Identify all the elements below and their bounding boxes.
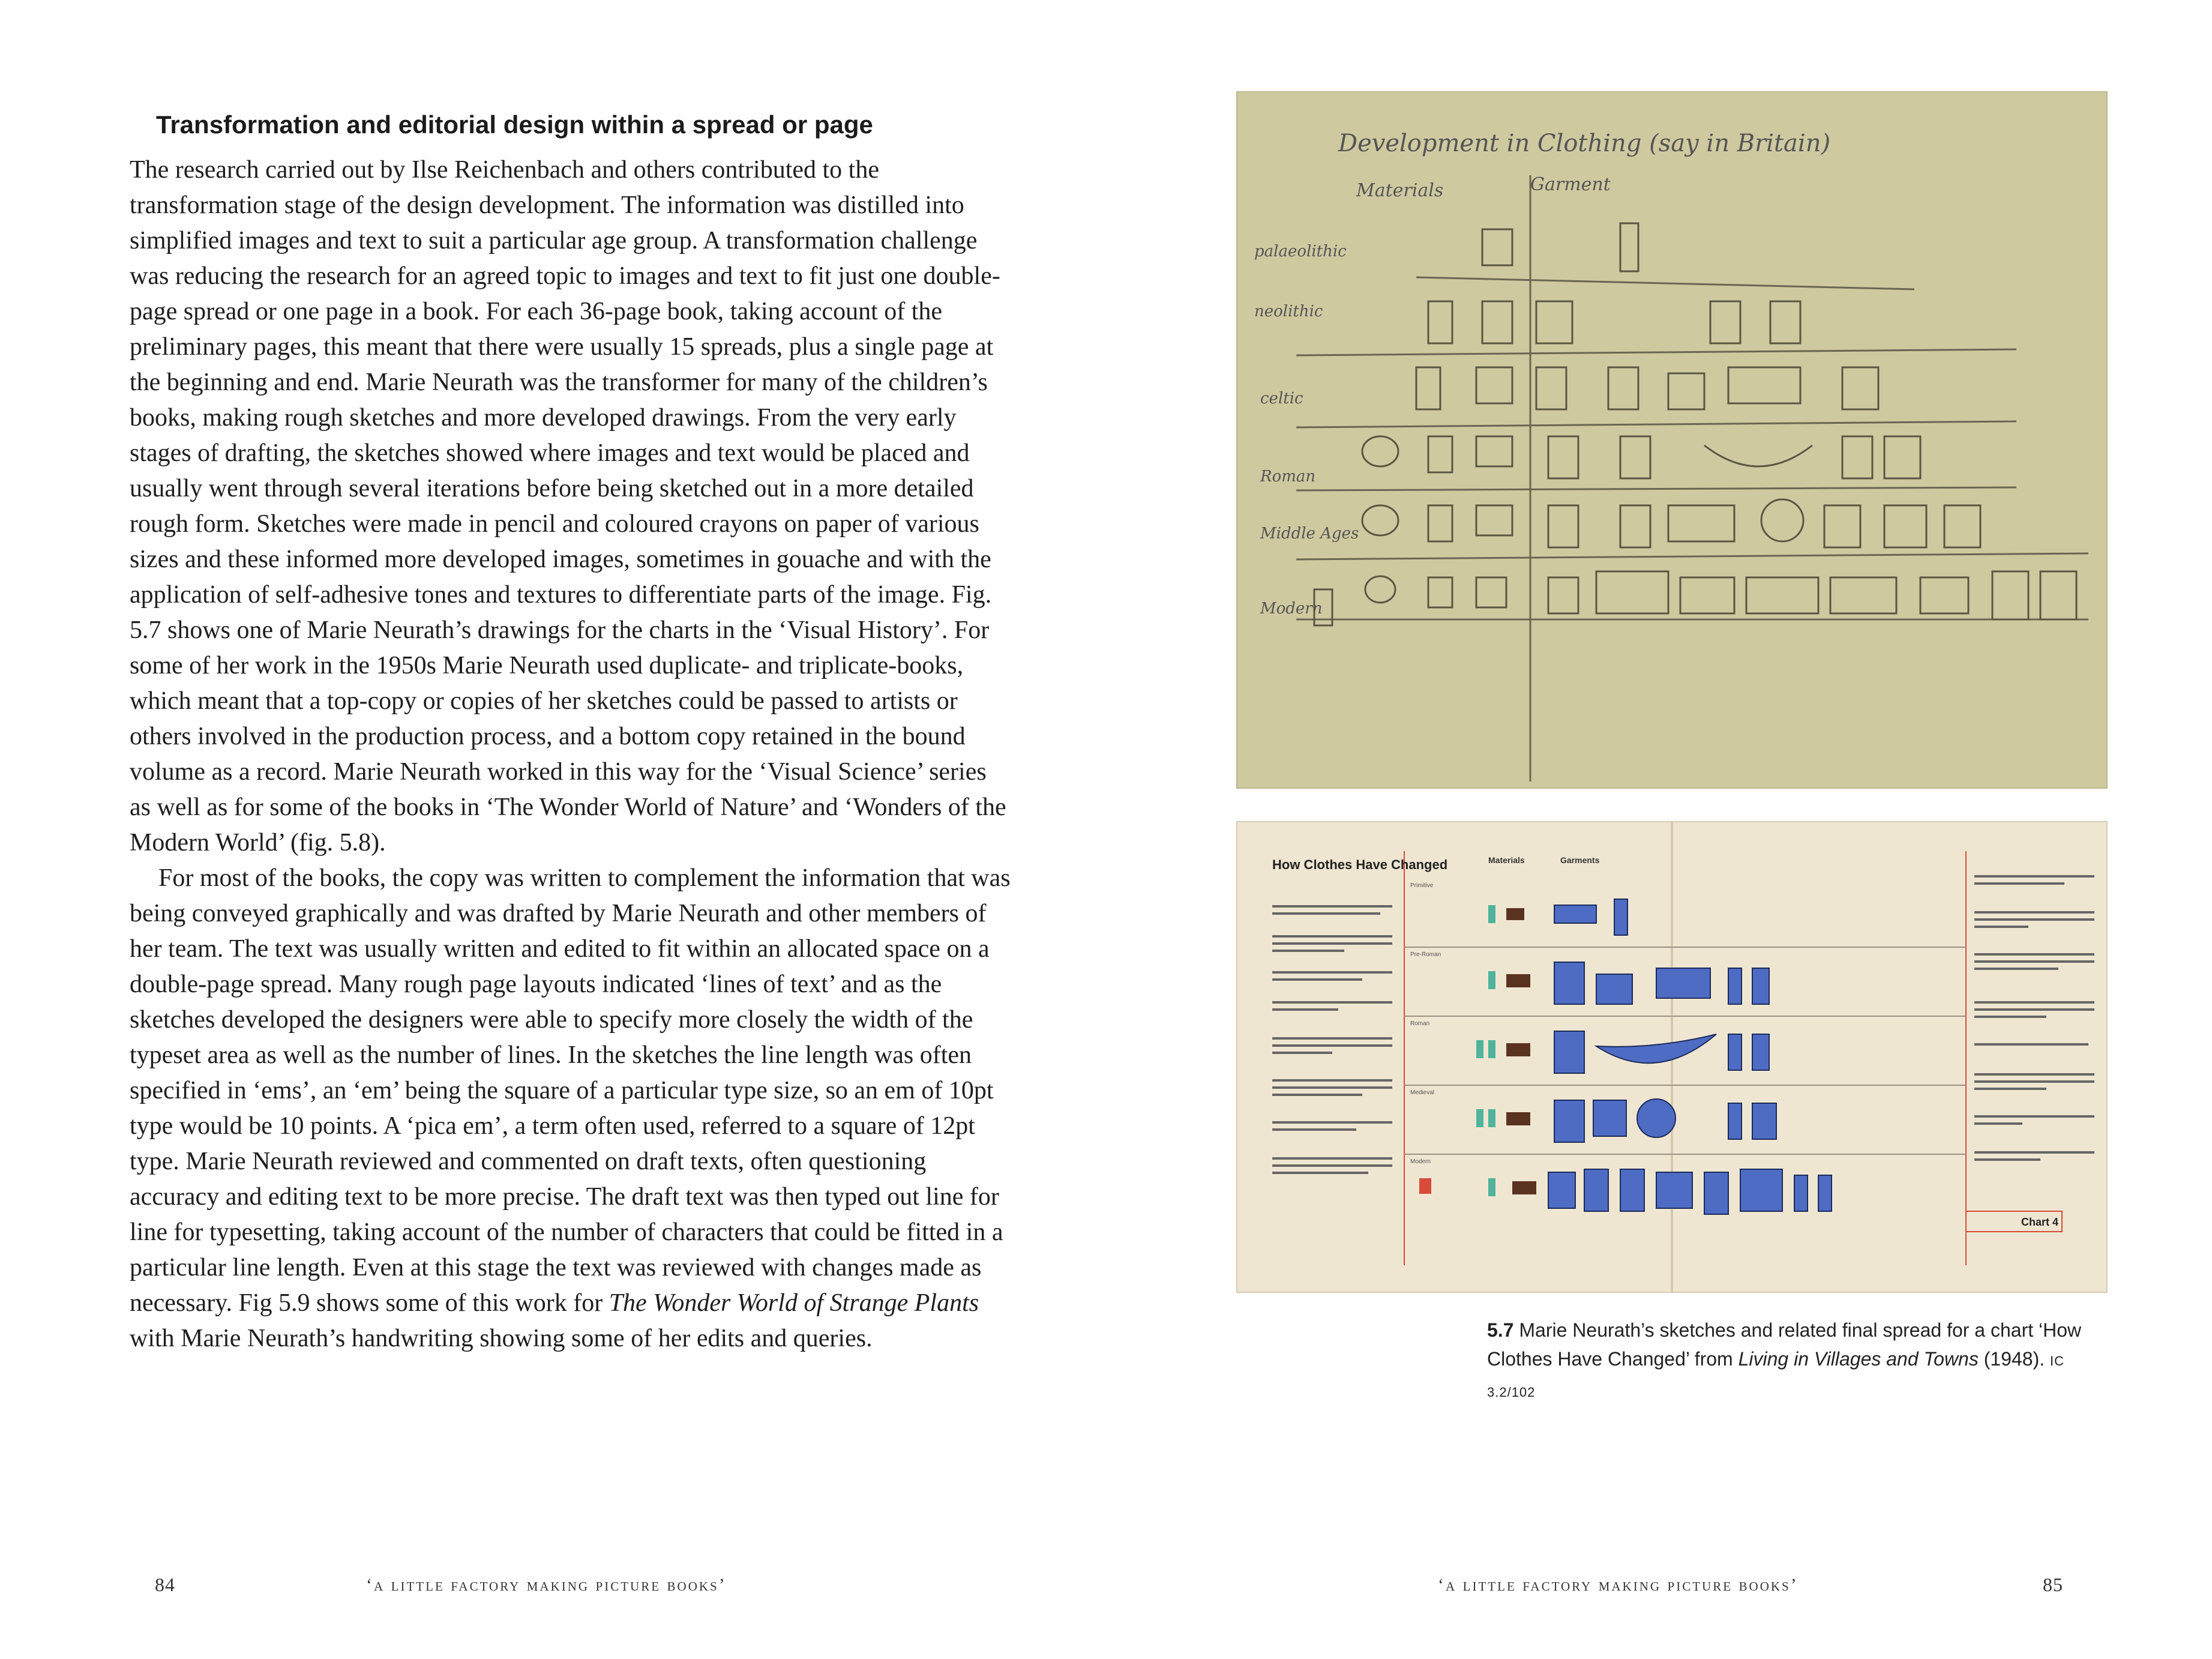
folio-right: 85 bbox=[2043, 1574, 2063, 1595]
spread-row-label: Medieval bbox=[1410, 1089, 1435, 1096]
spread-animal-icons bbox=[1506, 908, 1536, 1194]
running-head-right: ‘a little factory making picture books’ bbox=[1438, 1575, 1799, 1595]
sketch-col-garment: Garment bbox=[1530, 174, 1611, 195]
sketch-row-label: celtic bbox=[1260, 390, 1303, 408]
book-title-italic: The Wonder World of Strange Plants bbox=[609, 1289, 979, 1317]
sketch-row-label: Roman bbox=[1260, 468, 1316, 486]
sketch-row-label: palaeolithic bbox=[1254, 242, 1347, 260]
sketch-row-label: Modern bbox=[1260, 600, 1323, 618]
paragraph-2-text-a: For most of the books, the copy was written to complement the information that was being conveyed graphically and was drafted by Marie Neurath and other members of her team. The text was usually written and edited to fit within an allocated space on a double-page spread. Many rough page layouts indicated ‘lines of text’ and as the sketches developed the designers were able to specify more closely the width of the typeset area as well as the number of lines. In the sketches the line length was often specified in ‘ems’, an ‘em’ being the square of a particular type size, so an em of 10pt type would be 10 points. A ‘pica em’, a term often used, referred to a square of 12pt type. Marie Neurath reviewed and commented on draft texts, often questioning accuracy and editing text to be more precise. The draft text was then typed out line for line for typesetting, taking account of the number of characters that could be fitted in a particular line length. Even at this stage the text was reviewed with changes made as necessary. Fig 5.9 shows some of this work for bbox=[130, 864, 1011, 1317]
left-page-text bbox=[130, 108, 1012, 1356]
chart-label: Chart 4 bbox=[2021, 1216, 2059, 1228]
spread-drawing bbox=[1236, 821, 2108, 1293]
synthetic-material-icon bbox=[1419, 1178, 1431, 1194]
sketch-title: Development in Clothing (say in Britain) bbox=[1338, 130, 1831, 157]
spread-col-materials: Materials bbox=[1488, 855, 1525, 865]
running-head-left: ‘a little factory making picture books’ bbox=[366, 1575, 727, 1595]
paragraph-2-text-b: with Marie Neurath’s handwriting showing some of her edits and queries. bbox=[130, 1325, 873, 1352]
sketch-col-materials: Materials bbox=[1356, 180, 1444, 201]
spread-row-labels bbox=[1410, 882, 1441, 1165]
spread-garment-icons bbox=[1548, 899, 1832, 1214]
caption-text-b: (1948). bbox=[1978, 1348, 2051, 1370]
sketch-row-label: neolithic bbox=[1254, 303, 1323, 321]
spread-row-label: Modern bbox=[1410, 1158, 1431, 1165]
sketch-drawing bbox=[1236, 91, 2108, 789]
body-paragraph-2 bbox=[130, 861, 1012, 1356]
spread-row-label: Primitive bbox=[1410, 882, 1434, 889]
caption-book-title: Living in Villages and Towns bbox=[1738, 1348, 1979, 1370]
spread-row-label: Pre-Roman bbox=[1410, 951, 1441, 958]
sketch-row-label: Middle Ages bbox=[1260, 525, 1359, 543]
section-heading: Transformation and editorial design within a spread or page bbox=[156, 110, 873, 139]
spread-plant-icons bbox=[1476, 905, 1495, 1196]
body-paragraph-1: The research carried out by Ilse Reichenbach and others contributed to the transformation stage of the design development. The information was distilled into simplified images and text to suit a particular age group. A transformation challenge was reducing the research for an agreed topic to images and text to fit just one double-page spread or one page in a book. For each 36-page book, taking account of the preliminary pages, this meant that there were usually 15 spreads, plus a single page at the beginning and end. Marie Neurath was the transformer for many of the children’s books, making rough sketches and more developed drawings. From the very early stages of drafting, the sketches showed where images and text would be placed and usually went through several iterations before being sketched out in a more detailed rough form. Sketches were made in pencil and coloured crayons on paper of various sizes and these informed more developed images, sometimes in gouache and with the application of self-adhesive tones and textures to differentiate parts of the image. Fig. 5.7 shows one of Marie Neurath’s drawings for the charts in the ‘Visual History’. For some of her work in the 1950s Marie Neurath used duplicate- and triplicate-books, which meant that a top-copy or copies of her sketches could be passed to artists or others involved in the production process, and a bottom copy retained in the bound volume as a record. Marie Neurath worked in this way for the ‘Visual Science’ series as well as for some of the books in ‘The Wonder World of Nature’ and ‘Wonders of the Modern World’ (fig. 5.8). bbox=[130, 156, 1006, 857]
figure-caption bbox=[1487, 1316, 2099, 1407]
sketch-grid bbox=[1296, 175, 2088, 781]
caption-archive-ref: IC 3.2/102 bbox=[1487, 1353, 2065, 1400]
folio-left: 84 bbox=[155, 1574, 175, 1595]
caption-number: 5.7 bbox=[1487, 1319, 1514, 1341]
spread-question-text-right bbox=[1974, 875, 2094, 1161]
spread-col-garments: Garments bbox=[1560, 855, 1600, 865]
spread-row-label: Roman bbox=[1410, 1020, 1430, 1027]
spread-title: How Clothes Have Changed bbox=[1272, 857, 1448, 872]
printed-spread-image bbox=[1236, 821, 2108, 1293]
sketch-image bbox=[1236, 91, 2108, 789]
sketch-row-labels bbox=[1254, 242, 1359, 618]
spread-question-text-left bbox=[1272, 905, 1392, 1174]
caption-text-a: Marie Neurath’s sketches and related final spread for a chart ‘How Clothes Have Changed’ from bbox=[1487, 1319, 2082, 1370]
